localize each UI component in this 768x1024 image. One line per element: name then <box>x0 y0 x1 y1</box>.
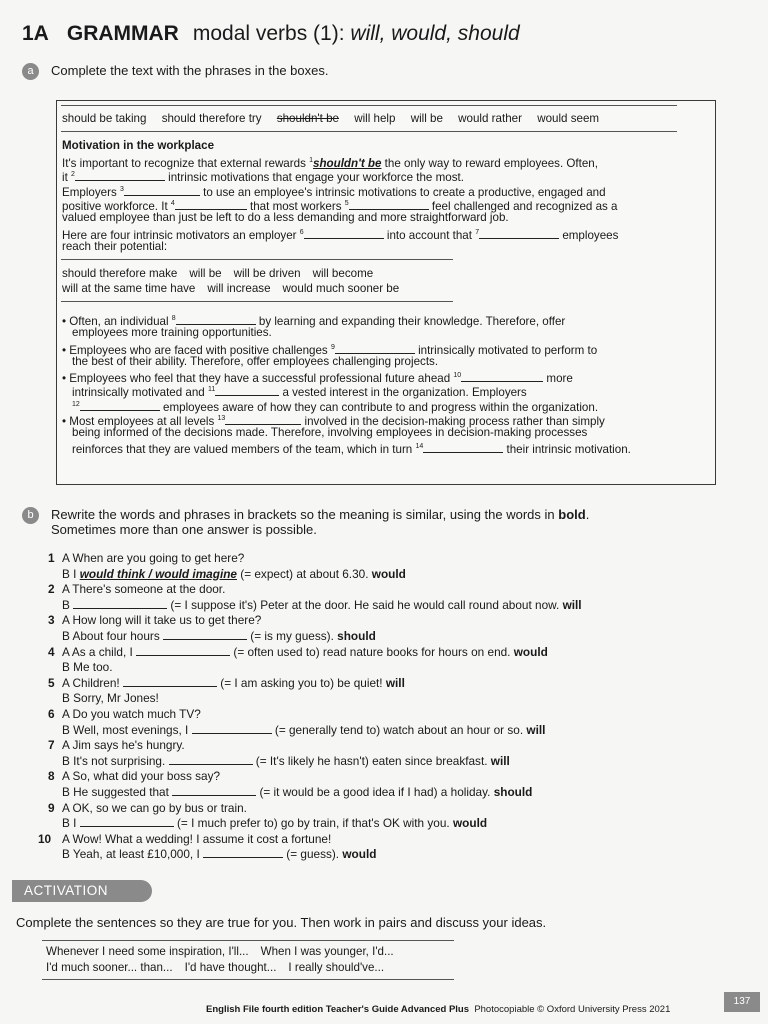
speaker-a-text: A Children! <box>62 675 123 690</box>
activation-prompt: When I was younger, I'd... <box>260 945 394 958</box>
modal-keyword: would <box>452 816 488 831</box>
modal-keyword: would <box>342 847 377 862</box>
exercise-line-a <box>62 582 225 596</box>
exercise-number: 8 <box>48 769 55 784</box>
unit-code: 1A <box>22 22 49 45</box>
activation-instruction: Complete the sentences so they are true for you. Then work in pairs and discuss your ideas. <box>16 915 547 930</box>
answer-blank[interactable] <box>335 343 415 354</box>
exercise-number: 1 <box>48 551 55 565</box>
divider <box>61 131 677 132</box>
answer-blank[interactable] <box>215 385 279 396</box>
example-answer: would think / would imagine <box>79 566 237 581</box>
section-a-badge: a <box>22 63 39 80</box>
bullet-2: • Employees who are faced with positive challenges $^9$ intrinsically motivated to perform to <box>62 343 598 357</box>
answer-blank[interactable] <box>461 371 543 382</box>
bullet-4: • Most employees at all levels $^{13}$ involved in the decision-making process rather than simply <box>62 414 605 428</box>
speaker-b-text: B Me too. <box>62 660 113 675</box>
activation-banner: ACTIVATION <box>12 880 152 902</box>
exercise-line-a <box>62 551 244 565</box>
divider <box>61 301 453 302</box>
answer-blank[interactable] <box>304 228 384 239</box>
phrase-box-2-row-2: will at the same time have will increase would much sooner be <box>62 282 400 295</box>
phrase-5: will be <box>410 112 443 125</box>
answer-blank[interactable] <box>176 314 256 325</box>
exercise-number: 9 <box>48 800 55 815</box>
exercise-line-b <box>62 816 487 830</box>
bullet-line: intrinsically motivated and $^{11}$ a vested interest in the organization. Employers <box>72 385 527 399</box>
answer-blank[interactable] <box>163 629 247 640</box>
section-b-instruction: b Rewrite the words and phrases in brackets so the meaning is similar, using the words in bold. <box>22 507 589 524</box>
phrase-box-1 <box>62 112 611 126</box>
exercise-text: (= I am asking you to) be quiet! <box>216 675 386 690</box>
answer-blank[interactable] <box>124 185 200 196</box>
modal-keyword: will <box>385 675 405 690</box>
exercise-number: 6 <box>48 707 55 721</box>
exercise-line-b <box>62 567 406 581</box>
exercise-number: 4 <box>48 644 55 659</box>
exercise-line-b <box>62 660 113 674</box>
speaker-a-text: A So, what did your boss say? <box>62 769 221 784</box>
speaker-b-text: B I <box>62 566 80 581</box>
exercise-text: (= It's likely he hasn't) eaten since breakfast. <box>252 753 491 768</box>
exercise-line-b <box>62 754 510 768</box>
speaker-a-text: A Wow! What a wedding! I assume it cost a fortune! <box>62 831 332 846</box>
bullet-line: $^{12}$ employees aware of how they can contribute to and progress within the organization. <box>72 400 599 414</box>
exercise-number: 3 <box>48 613 55 628</box>
answer-blank[interactable] <box>136 645 230 656</box>
exercise-text: (= guess). <box>283 847 343 862</box>
section-a-text: Complete the text with the phrases in the boxes. <box>51 63 329 78</box>
speaker-b-text: B He suggested that <box>62 785 173 799</box>
answer-blank[interactable] <box>479 228 559 239</box>
bullet-line: being informed of the decisions made. Therefore, involving employees in decision-making processes <box>72 426 588 439</box>
exercise-line-b <box>62 691 159 705</box>
passage-line: it $^2$ intrinsic motivations that engage your workforce the most. <box>62 170 464 184</box>
exercise-box <box>56 100 716 485</box>
passage-line: positive workforce. It $^4$ that most workers $^5$ feel challenged and recognized as a <box>62 199 618 213</box>
activation-prompt: I really should've... <box>288 961 385 974</box>
phrase-7: would seem <box>537 112 600 125</box>
speaker-a-text: A There's someone at the door. <box>62 582 226 597</box>
divider <box>42 979 454 980</box>
answer-blank[interactable] <box>73 598 167 609</box>
exercise-line-a <box>62 707 201 721</box>
speaker-a-text: A Do you watch much TV? <box>62 707 201 721</box>
answer-blank[interactable] <box>192 723 272 734</box>
modal-keyword: should <box>337 629 376 643</box>
exercise-number: 7 <box>48 738 55 753</box>
topic-plain: modal verbs (1): <box>192 22 351 45</box>
modal-keyword: would <box>371 566 406 581</box>
activation-row-1 <box>46 945 406 958</box>
section-label: GRAMMAR <box>66 22 179 45</box>
section-a-instruction <box>22 63 329 80</box>
activation-prompt: I'd much sooner... than... <box>46 961 173 974</box>
activation-prompt: Whenever I need some inspiration, I'll... <box>46 945 249 958</box>
answer-blank[interactable] <box>172 785 256 796</box>
exercise-number: 10 <box>38 831 52 846</box>
passage-line: Employers $^3$ to use an employee's intrinsic motivations to create a productive, engaged and <box>62 185 606 199</box>
exercise-text: (= it would be a good idea if I had) a holiday. <box>256 785 494 799</box>
footer <box>206 1004 670 1015</box>
phrase-box-2-row-1: should therefore make will be will be driven will become <box>62 267 374 280</box>
bullet-line: employees more training opportunities. <box>72 326 272 339</box>
section-b-badge: b <box>22 507 39 524</box>
bullet-1: • Often, an individual $^8$ by learning and expanding their knowledge. Therefore, offer <box>62 314 566 328</box>
exercise-line-a <box>62 769 220 783</box>
answer-blank[interactable] <box>123 676 217 687</box>
answer-blank[interactable] <box>80 400 160 411</box>
section-b-instruction-line-2: Sometimes more than one answer is possible. <box>51 522 317 537</box>
divider <box>61 105 677 106</box>
phrase-6: would rather <box>458 112 522 125</box>
exercise-line-a <box>62 613 261 627</box>
modal-keyword: should <box>493 785 533 799</box>
bullet-line: reinforces that they are valued members of the team, which in turn $^{14}$ their intrinsic motivation. <box>72 442 631 456</box>
bullet-line: the best of their ability. Therefore, offer employees challenging projects. <box>72 355 439 368</box>
exercise-line-b <box>62 723 545 737</box>
phrase-4: will help <box>354 112 396 125</box>
answer-blank[interactable] <box>349 199 429 210</box>
speaker-a-text: A OK, so we can go by bus or train. <box>62 800 247 815</box>
passage-line: Here are four intrinsic motivators an employer $^6$ into account that $^7$ employees <box>62 228 619 242</box>
exercise-text: (= generally tend to) watch about an hour or so. <box>271 722 527 737</box>
passage-line: reach their potential: <box>62 240 168 253</box>
activation-prompt: I'd have thought... <box>184 961 277 974</box>
speaker-b-text: B Sorry, Mr Jones! <box>62 691 159 706</box>
exercise-number: 5 <box>48 675 55 690</box>
exercise-line-b <box>62 598 582 612</box>
footer-title: English File fourth edition Teacher's Guide Advanced Plus <box>206 1004 470 1015</box>
phrase-3-used: shouldn't be <box>276 112 339 125</box>
exercise-line-a <box>62 676 405 690</box>
exercise-text: (= often used to) read nature books for hours on end. <box>230 644 514 659</box>
speaker-b-text: B I <box>62 816 80 831</box>
exercise-text: (= I suppose it's) Peter at the door. He said he would call round about now. <box>167 597 563 612</box>
speaker-b-text: B It's not surprising. <box>62 753 169 768</box>
answer-blank[interactable] <box>225 414 301 425</box>
answer-blank[interactable] <box>169 754 253 765</box>
exercise-text: (= I much prefer to) go by train, if that's OK with you. <box>173 816 453 831</box>
answer-blank[interactable] <box>175 199 247 210</box>
speaker-b-text: B <box>62 597 74 612</box>
footer-copyright: Photocopiable © Oxford University Press 2021 <box>474 1004 671 1015</box>
page-number: 137 <box>724 992 760 1012</box>
exercise-line-a <box>62 832 331 846</box>
modal-keyword: will <box>562 597 582 612</box>
exercise-line-a <box>62 645 548 659</box>
exercise-line-a <box>62 801 247 815</box>
exercise-line-b <box>62 629 376 643</box>
phrase-1: should be taking <box>62 112 147 125</box>
passage-line: It's important to recognize that external rewards $^1$shouldn't be the only way to reward employees. Often, <box>62 156 598 170</box>
speaker-a-text: A Jim says he's hungry. <box>62 738 185 753</box>
exercise-line-b <box>62 785 532 799</box>
exercise-text: (= expect) at about 6.30. <box>237 566 372 581</box>
exercise-line-a <box>62 738 185 752</box>
example-answer: shouldn't be <box>313 156 382 170</box>
topic-italic: will, would, should <box>350 22 520 45</box>
exercise-line-b <box>62 847 376 861</box>
answer-blank[interactable] <box>75 170 165 181</box>
divider <box>42 940 454 941</box>
divider <box>61 259 453 260</box>
bullet-3: • Employees who feel that they have a successful professional future ahead $^{10}$ more <box>62 371 573 385</box>
answer-blank[interactable] <box>423 442 503 453</box>
modal-keyword: would <box>513 644 548 659</box>
exercise-text: (= is my guess). <box>247 629 338 643</box>
speaker-b-text: B Yeah, at least £10,000, I <box>62 847 204 862</box>
phrase-2: should therefore try <box>161 112 262 125</box>
passage-heading: Motivation in the workplace <box>62 139 215 152</box>
activation-row-2 <box>46 961 396 974</box>
speaker-b-text: B About four hours <box>62 629 163 643</box>
speaker-b-text: B Well, most evenings, I <box>62 722 192 737</box>
modal-keyword: will <box>526 722 546 737</box>
speaker-a-text: A How long will it take us to get there? <box>62 613 262 628</box>
page-title <box>22 22 520 46</box>
exercise-number: 2 <box>48 582 55 597</box>
speaker-a-text: A As a child, I <box>62 644 137 659</box>
modal-keyword: will <box>490 753 510 768</box>
answer-blank[interactable] <box>80 816 174 827</box>
speaker-a-text: A When are you going to get here? <box>62 551 245 565</box>
passage-line: valued employee than just be left to do a less demanding and more straightforward job. <box>62 211 509 224</box>
answer-blank[interactable] <box>203 847 283 858</box>
